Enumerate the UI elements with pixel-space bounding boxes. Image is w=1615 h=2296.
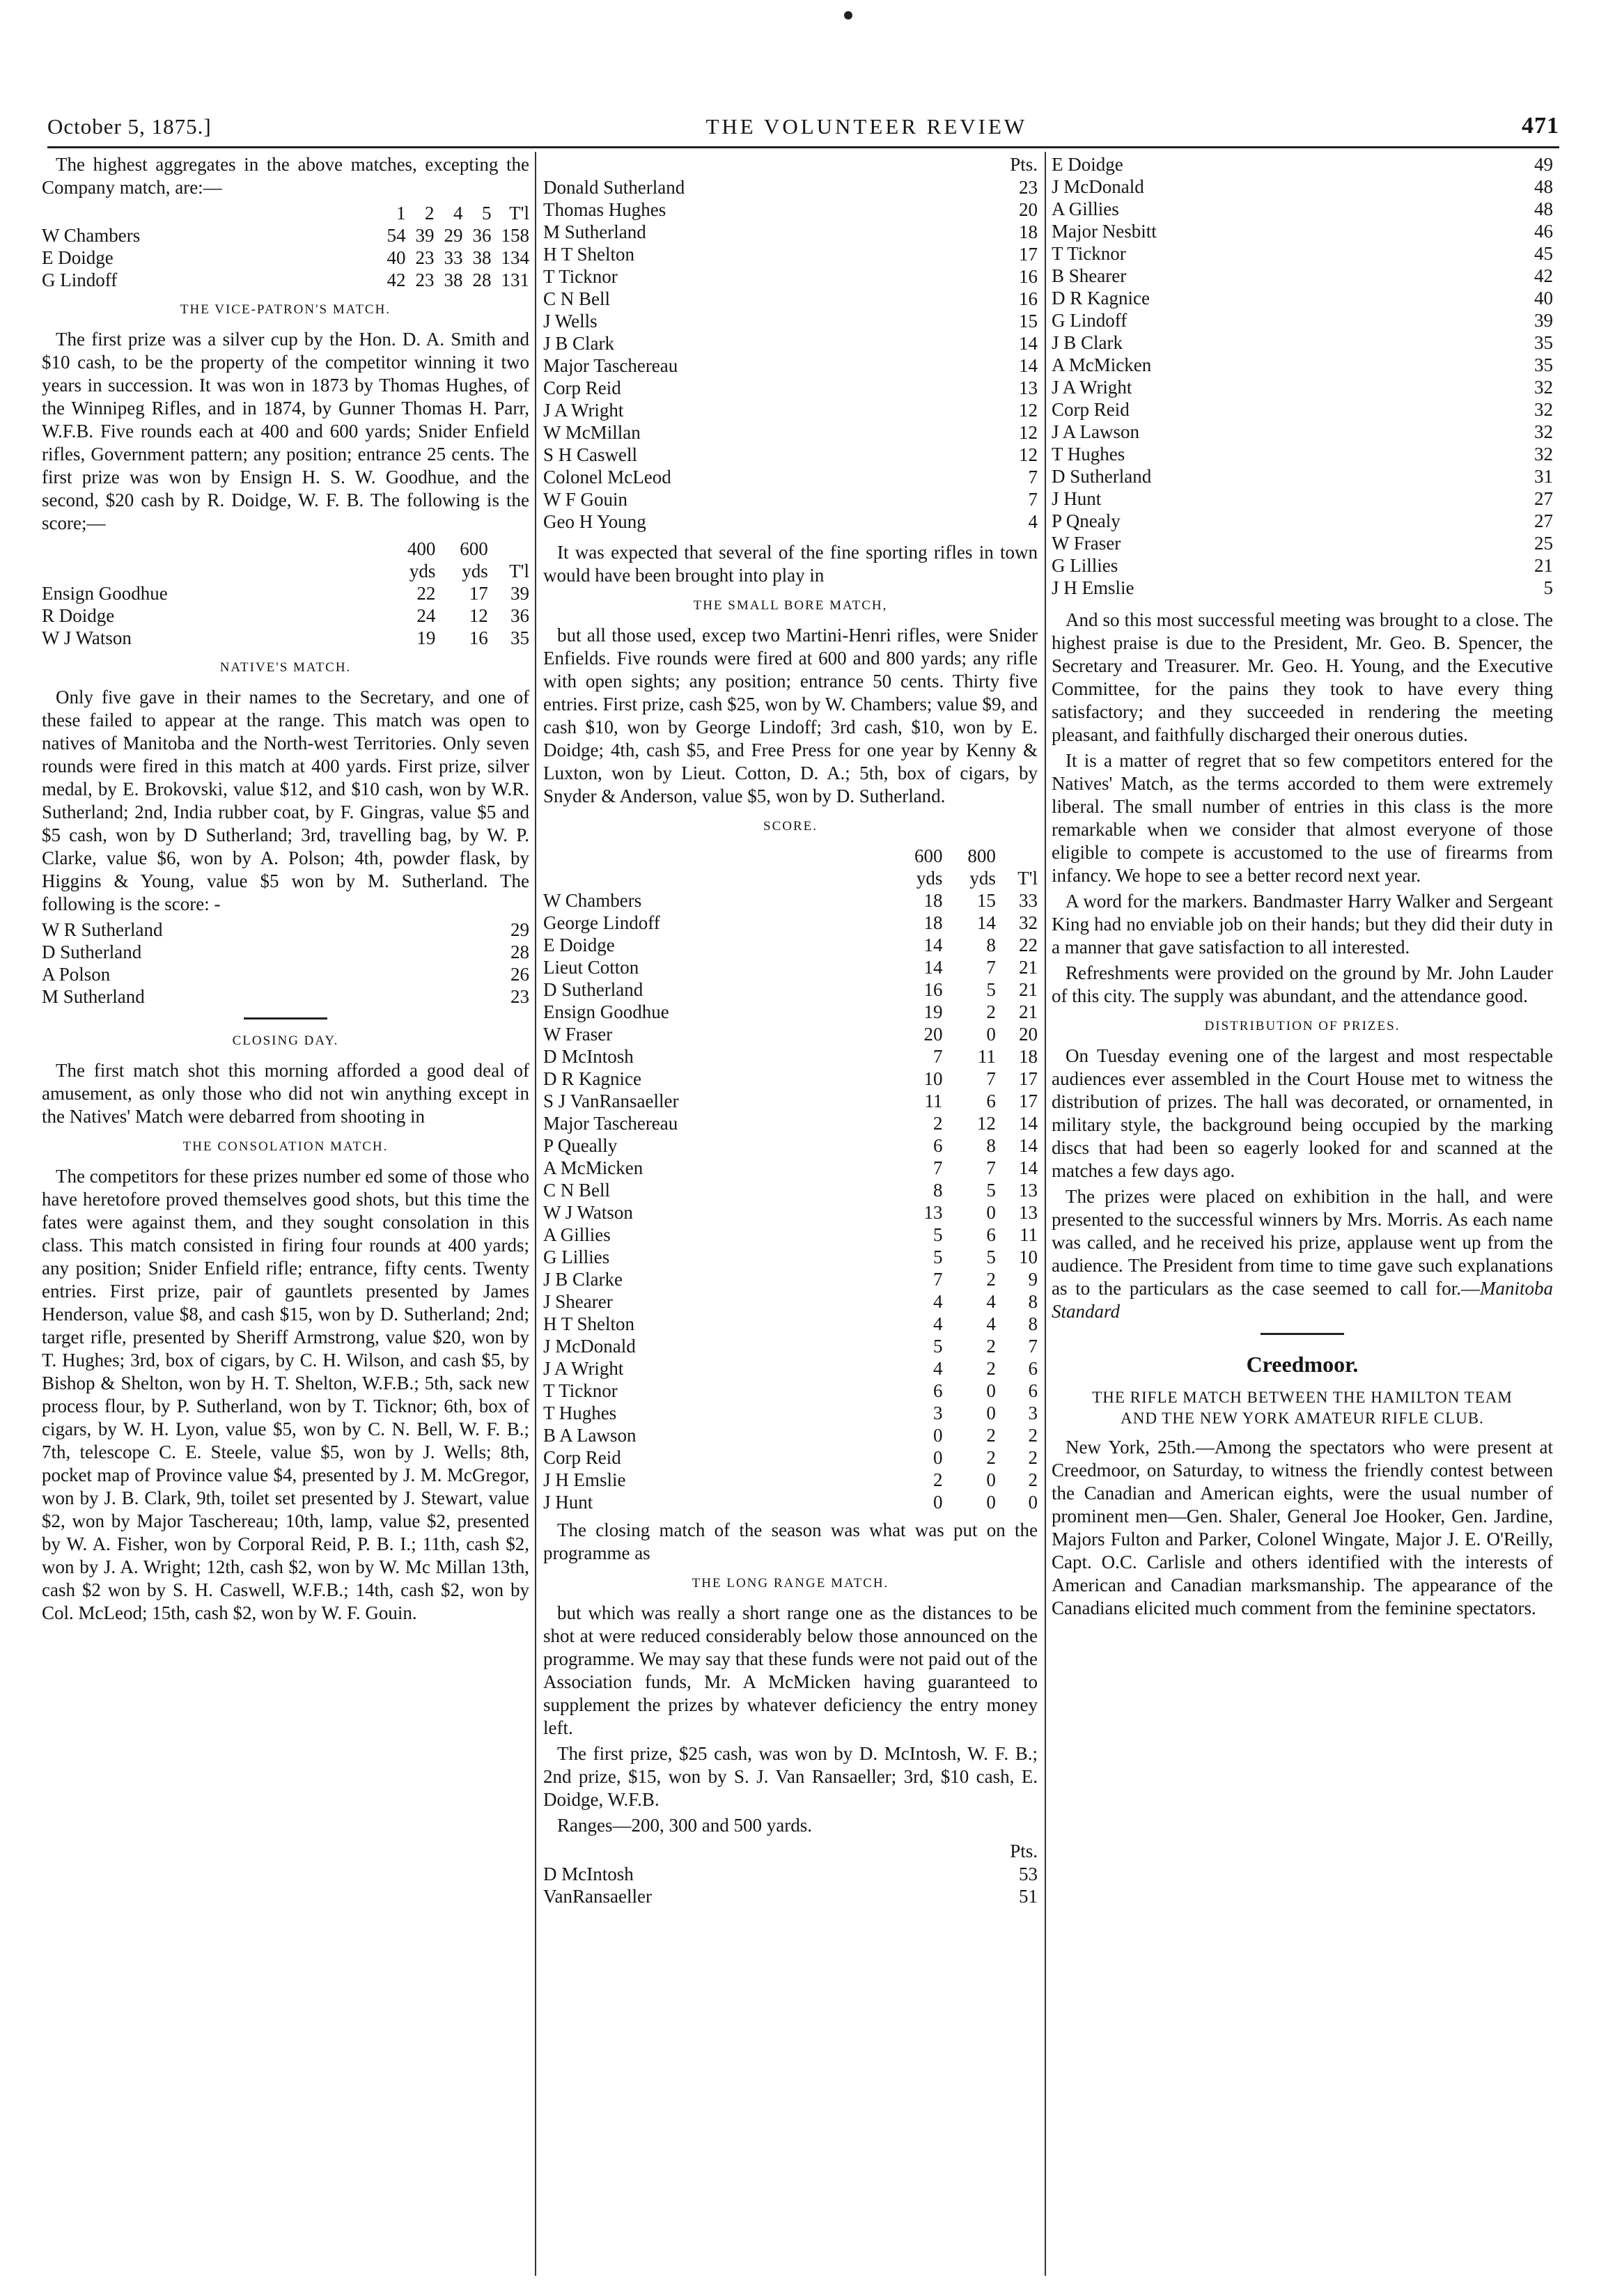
table-row: Ensign Goodhue 19 2 21 xyxy=(543,1001,1038,1022)
section-heading: THE CONSOLATION MATCH. xyxy=(182,1139,389,1154)
section-divider xyxy=(1261,1333,1344,1335)
paragraph: The first prize, $25 cash, was won by D. McIntosh, W. F. B.; 2nd prize, $15, won by S. J. Van Ransaeller; 3rd, $10 cash, E. Doidge, W.F.B. xyxy=(543,1743,1038,1810)
section-heading: DISTRIBUTION OF PRIZES. xyxy=(1204,1019,1401,1033)
table-row: Thomas Hughes 20 xyxy=(543,199,1038,220)
table-row: W J Watson 19 16 35 xyxy=(42,627,529,648)
table-row: T Hughes 3 0 3 xyxy=(543,1403,1038,1423)
paragraph: but all those used, excep two Martini-Henri rifles, were Snider Enfields. Five rounds were fired at 600 and 800 yards; any rifle with open sights; any position; entrance 50 cents. Thirty five entries. First prize, cash $25, won by W. Chambers; value $9, and cash $10, won by George Lindoff; 3rd cash, $10, won by E. Doidge; 4th, cash $5, and Free Press for one year by Kenny & Luxton, won by Lieut. Cotton, D. A.; 5th, box of cigars, by Snyder & Anderson, value $5, won by D. Sutherland. xyxy=(543,625,1038,806)
header-date: October 5, 1875.] xyxy=(47,114,212,139)
table-row: Corp Reid 0 2 2 xyxy=(543,1447,1038,1468)
paragraph: Only five gave in their names to the Secretary, and one of these failed to appear at the range. This match was open to natives of Manitoba and the North-west Territories. Only seven rounds were fired in this match at 400 yards. First prize, silver medal, by E. Brokovski, value $12, and $10 cash, won by W.R. Sutherland; 2nd, India rubber coat, by F. Gingras, value $5 and $5 cash, won by D Sutherland; 3rd, travelling bag, by W. P. Clarke, value $6, won by A. Polson; 4th, powder flask, by Higgins & Young, value $5 won by M. Sutherland. The following is the score: - xyxy=(42,687,529,914)
paragraph: The competitors for these prizes number ed some of those who have heretofore proved themselves good shots, but this time the fates were against them, and they sought consolation in this class. This match consisted in firing four rounds at 400 yards; any position; Snider Enfield rifle; entrance, fifty cents. Twenty entries. First prize, pair of gauntlets presented by James Henderson, value $8, and cash $15, won by D. Sutherland; 2nd; target rifle, presented by Sheriff Armstrong, value $20, won by T. Hughes; 3rd, box of cigars, by C. H. Wilson, and cash $5, by Bishop & Shelton, won by H. T. Shelton, W.F.B.; 5th, sack new process flour, by P. Sutherland, won by T. Ticknor; 6th, box of cigars, by W. H. Lyon, value $5, won by C. N. Bell, W. F. B.; 7th, telescope C. E. Steele, value $5, won by J. Wells; 8th, pocket map of Province value $4, presented by J. M. McGregor, won by J. B. Clark, 9th, toilet set presented by J. Stewart, value $2, won by Major Taschereau; 10th, lamp, value $2, presented by W. A. Fisher, won by Corporal Reid, P. B. I.; 11th, cash $2, won by J. A. Wright; 12th, cash $2, won by W. Mc Millan 13th, cash $2 won by S. H. Caswell, W.F.B.; 14th, cash $2, won by Col. McLeod; 15th, cash $2, won by W. F. Gouin. xyxy=(42,1166,529,1623)
table-row: J A Wright 4 2 6 xyxy=(543,1358,1038,1379)
page-number: 471 xyxy=(1521,113,1559,139)
table-row: D Sutherland 16 5 21 xyxy=(543,979,1038,1000)
table-row: D R Kagnice 40 xyxy=(1052,288,1553,309)
table-row: D Sutherland 31 xyxy=(1052,466,1553,487)
table-header: 400 600 xyxy=(407,538,488,559)
table-row: A McMicken 7 7 14 xyxy=(543,1157,1038,1178)
table-row: T Ticknor 16 xyxy=(543,266,1038,287)
table-row: P Queally 6 8 14 xyxy=(543,1135,1038,1156)
article-title: Creedmoor. xyxy=(1246,1352,1359,1377)
table-row: J B Clark 35 xyxy=(1052,332,1553,353)
paragraph: The highest aggregates in the above matches, excepting the Company match, are:— xyxy=(42,154,529,198)
table-row: Major Taschereau 2 12 14 xyxy=(543,1113,1038,1134)
section-heading: THE LONG RANGE MATCH. xyxy=(692,1576,889,1591)
table-row: E Doidge 14 8 22 xyxy=(543,935,1038,955)
small-bore-rows xyxy=(543,889,1038,1513)
table-row: W McMillan 12 xyxy=(543,422,1038,443)
section-heading: SCORE. xyxy=(763,819,818,834)
paragraph: The closing match of the season was what was put on the programme as xyxy=(543,1520,1038,1563)
table-row: T Hughes 32 xyxy=(1052,444,1553,464)
paragraph-text: The prizes were placed on exhibition in the hall, and were presented to the successful winners by Mrs. Morris. As each name was called, and he received his prize, applause went up from the audience. The President from time to time gave such explanations as to the particulars as the case seemed to call for.— xyxy=(1052,1186,1553,1299)
section-heading: THE SMALL BORE MATCH, xyxy=(693,598,888,613)
column-rule xyxy=(1045,152,1046,2276)
table-row: Lieut Cotton 14 7 21 xyxy=(543,957,1038,978)
table-row: W F Gouin 7 xyxy=(543,489,1038,510)
table-row: M Sutherland 23 xyxy=(42,986,529,1007)
table-row: G Lindoff 39 xyxy=(1052,310,1553,331)
aggregates-table xyxy=(42,202,529,291)
section-heading: CLOSING DAY. xyxy=(232,1033,339,1048)
table-row: VanRansaeller 51 xyxy=(543,1886,1038,1907)
section-heading: THE VICE-PATRON'S MATCH. xyxy=(180,302,391,317)
table-row: W R Sutherland 29 xyxy=(42,919,529,940)
long-range-rows xyxy=(1052,153,1553,599)
table-row: S J VanRansaeller 11 6 17 xyxy=(543,1091,1038,1111)
table-row: Corp Reid 13 xyxy=(543,377,1038,398)
table-row: W Fraser 25 xyxy=(1052,533,1553,554)
paragraph: but which was really a short range one as the distances to be shot at were reduced considerably below those announced on the programme. We may say that these funds were not paid out of the Association funds, Mr. A McMicken having guaranteed to supplement the prizes by whatever deficiency the entry money left. xyxy=(543,1602,1038,1738)
page-header xyxy=(47,97,1559,139)
ink-dot xyxy=(844,11,852,19)
paragraph: A word for the markers. Bandmaster Harry Walker and Sergeant King had no enviable job on their hands; but they did their duty in a manner that gave satisfaction to all interested. xyxy=(1052,891,1553,958)
table-row: T Ticknor 45 xyxy=(1052,243,1553,264)
table-row: J Wells 15 xyxy=(543,311,1038,331)
paragraph: New York, 25th.—Among the spectators who were present at Creedmoor, on Saturday, to witness the friendly contest between the Canadian and American eights, were the usual number of prominent men—Gen. Shaler, General Joe Hooker, Gen. Jardine, Majors Fulton and Parker, Colonel Wingate, Major J. E. O'Reilly, Capt. O.C. Carlisle and others identified with the interests of American and Canadian marksmanship. The appearance of the Canadians elicited much comment from the feminine spectators. xyxy=(1052,1437,1553,1618)
table-row: W Chambers 18 15 33 xyxy=(543,890,1038,911)
table-row: J A Wright 12 xyxy=(543,400,1038,421)
table-row: J McDonald 5 2 7 xyxy=(543,1336,1038,1357)
table-row: J Shearer 4 4 8 xyxy=(543,1291,1038,1312)
table-row: J A Lawson 32 xyxy=(1052,421,1553,442)
long-range-continued-table xyxy=(1052,153,1553,599)
table-row: Geo H Young 4 xyxy=(543,511,1038,532)
section-heading: NATIVE'S MATCH. xyxy=(219,660,352,675)
column-rule xyxy=(535,152,536,2276)
paragraph: And so this most successful meeting was brought to a close. The highest praise is due to the President, Mr. Geo. B. Spencer, the Secretary and Treasurer. Mr. Geo. H. Young, and the Executive Committee, for the pains they took to have every thing satisfactory; and they succeeded in rendering the meeting pleasant, and faithfully discharged their onerous duties. xyxy=(1052,609,1553,745)
article-subtitle: THE RIFLE MATCH BETWEEN THE HAMILTON TEAM AND THE NEW YORK AMATEUR RIFLE CLUB. xyxy=(1092,1389,1513,1427)
points-label: Pts. xyxy=(1010,154,1038,175)
paragraph: Ranges—200, 300 and 500 yards. xyxy=(557,1815,812,1836)
table-row: Colonel McLeod 7 xyxy=(543,467,1038,487)
table-row: J B Clark 14 xyxy=(543,333,1038,354)
table-row: M Sutherland 18 xyxy=(543,221,1038,242)
table-header: 600 800 xyxy=(914,845,996,866)
header-title: THE VOLUNTEER REVIEW xyxy=(705,114,1028,139)
table-row: P Qnealy 27 xyxy=(1052,510,1553,531)
table-row: H T Shelton 4 4 8 xyxy=(543,1313,1038,1334)
table-row: H T Shelton 17 xyxy=(543,244,1038,265)
small-bore-score-table xyxy=(543,845,1038,1513)
source-credit: Manitoba Standard xyxy=(1052,1278,1553,1322)
paragraph: It is a matter of regret that so few competitors entered for the Natives' Match, as the terms accorded to them were extremely liberal. The small number of entries in this class is the more remarkable when we consider that almost everyone of those eligible to compete is accustomed to the use of firearms from infancy. We hope to see a better record next year. xyxy=(1052,750,1553,886)
long-range-score-table xyxy=(543,1863,1038,1907)
table-row: Corp Reid 32 xyxy=(1052,399,1553,420)
table-row: A Gillies 48 xyxy=(1052,198,1553,219)
table-row: C N Bell 8 5 13 xyxy=(543,1180,1038,1201)
table-row: D McIntosh 53 xyxy=(543,1864,1038,1884)
column-2 xyxy=(543,153,1038,2277)
col-header: 5 xyxy=(482,203,492,224)
table-row: J Hunt 27 xyxy=(1052,488,1553,509)
col-header: 1 xyxy=(396,203,406,224)
table-row: A McMicken 35 xyxy=(1052,354,1553,375)
paragraph: The first prize was a silver cup by the Hon. D. A. Smith and $10 cash, to be the property of the competitor winning it two years in succession. It was won in 1873 by Thomas Hughes, of the Winnipeg Rifles, and in 1874, by Gunner Thomas H. Parr, W.F.B. Five rounds each at 400 and 600 yards; Snider Enfield rifles, Government pattern; any position; entrance 25 cents. The first prize was won by Ensign H. S. W. Goodhue, and the second, $20 cash by R. Doidge, W. F. B. The following is the score;— xyxy=(42,329,529,533)
table-row: J A Wright 32 xyxy=(1052,377,1553,398)
col-header: T'l xyxy=(509,203,529,224)
table-header xyxy=(42,202,529,224)
table-row: W Chambers 54 39 29 36 158 xyxy=(42,225,529,246)
table-row: George Lindoff 18 14 32 xyxy=(543,912,1038,933)
table-row: J H Emslie 5 xyxy=(1052,577,1553,598)
table-row: E Doidge 49 xyxy=(1052,154,1553,175)
table-row: D McIntosh 7 11 18 xyxy=(543,1046,1038,1067)
col-header: 2 xyxy=(425,203,435,224)
table-row: T Ticknor 6 0 6 xyxy=(543,1380,1038,1401)
table-row: G Lindoff 42 23 38 28 131 xyxy=(42,270,529,290)
table-row: W J Watson 13 0 13 xyxy=(543,1202,1038,1223)
table-row: D R Kagnice 10 7 17 xyxy=(543,1068,1038,1089)
table-row: G Lillies 5 5 10 xyxy=(543,1247,1038,1267)
vice-patron-score-table xyxy=(42,538,529,649)
paragraph: It was expected that several of the fine sporting rifles in town would have been brought into play in xyxy=(543,542,1038,586)
table-row: D Sutherland 28 xyxy=(42,942,529,962)
table-row: R Doidge 24 12 36 xyxy=(42,605,529,626)
table-row: Ensign Goodhue 22 17 39 xyxy=(42,583,529,604)
section-divider xyxy=(244,1017,327,1020)
table-row: Donald Sutherland 23 xyxy=(543,177,1038,198)
table-row: W Fraser 20 0 20 xyxy=(543,1024,1038,1045)
table-row: B A Lawson 0 2 2 xyxy=(543,1425,1038,1446)
paragraph: Refreshments were provided on the ground by Mr. John Lauder of this city. The supply was abundant, and the attendance good. xyxy=(1052,962,1553,1006)
table-row: J H Emslie 2 0 2 xyxy=(543,1469,1038,1490)
table-row: J McDonald 48 xyxy=(1052,176,1553,197)
table-row: A Polson 26 xyxy=(42,964,529,985)
col-header: 4 xyxy=(453,203,463,224)
paragraph xyxy=(1052,1185,1553,1323)
table-row: J B Clarke 7 2 9 xyxy=(543,1269,1038,1290)
table-header: yds yds T'l xyxy=(916,868,1038,889)
table-row: G Lillies 21 xyxy=(1052,555,1553,576)
points-label: Pts. xyxy=(1010,1841,1038,1861)
table-row: Major Nesbitt 46 xyxy=(1052,221,1553,242)
column-1 xyxy=(42,153,529,2277)
table-row: C N Bell 16 xyxy=(543,288,1038,309)
table-row: B Shearer 42 xyxy=(1052,265,1553,286)
paragraph: On Tuesday evening one of the largest and most respectable audiences ever assembled in the Court House met to witness the distribution of prizes. The hall was decorated, or ornamented, in military style, the background being occupied by the marking discs that had been so eagerly looked for and scanned at the matches a few days ago. xyxy=(1052,1045,1553,1181)
natives-score-table xyxy=(42,919,529,1008)
table-header: yds yds T'l xyxy=(409,561,529,581)
table-row: Major Taschereau 14 xyxy=(543,355,1038,376)
table-row: A Gillies 5 6 11 xyxy=(543,1224,1038,1245)
consolation-score-table xyxy=(543,176,1038,533)
table-row: S H Caswell 12 xyxy=(543,444,1038,465)
column-3 xyxy=(1052,153,1553,2277)
table-row: J Hunt 0 0 0 xyxy=(543,1492,1038,1513)
paragraph: The first match shot this morning afforded a good deal of amusement, as only those who did not win anything except in the Natives' Match were debarred from shooting in xyxy=(42,1060,529,1127)
header-rule xyxy=(47,146,1559,148)
table-row: E Doidge 40 23 33 38 134 xyxy=(42,247,529,268)
